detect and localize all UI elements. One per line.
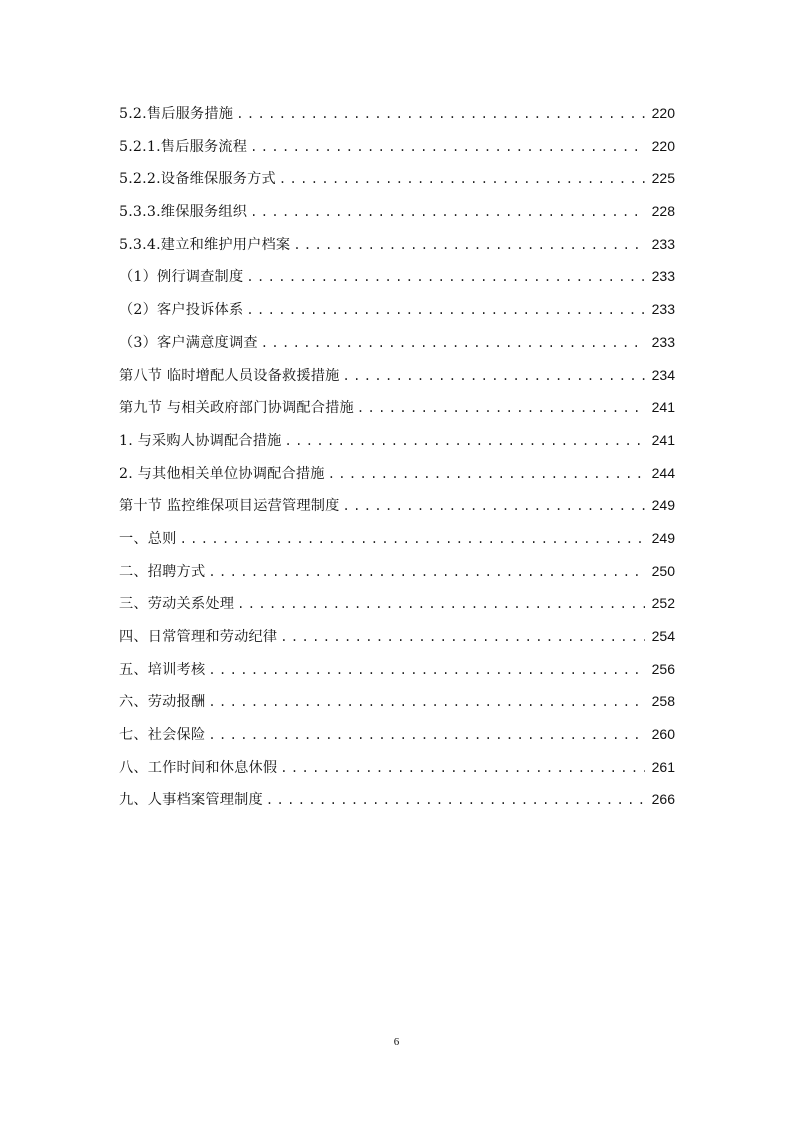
toc-entry[interactable] bbox=[119, 97, 675, 130]
page-number: 6 bbox=[393, 1036, 400, 1048]
toc-dot-leader bbox=[279, 163, 645, 196]
toc-entry[interactable] bbox=[119, 783, 675, 816]
toc-entry-page: 233 bbox=[651, 301, 675, 318]
toc-entry-title: 五、培训考核 bbox=[119, 661, 206, 678]
toc-entry[interactable] bbox=[119, 751, 675, 784]
toc-entry-title: 5.2.1.售后服务流程 bbox=[119, 138, 248, 155]
toc-dot-leader bbox=[208, 556, 645, 589]
toc-entry-title: 5.3.3.维保服务组织 bbox=[119, 204, 248, 221]
toc-entry[interactable] bbox=[119, 522, 675, 555]
toc-entry[interactable] bbox=[119, 130, 675, 163]
toc-entry-page: 256 bbox=[651, 660, 675, 677]
toc-entry-title: 第十节 监控维保项目运营管理制度 bbox=[119, 498, 340, 515]
toc-dot-leader bbox=[250, 196, 645, 229]
toc-entry[interactable] bbox=[119, 326, 675, 359]
toc-entry-page: 266 bbox=[651, 791, 675, 808]
toc-entry[interactable] bbox=[119, 685, 675, 718]
toc-entry-title: 一、总则 bbox=[119, 530, 177, 547]
toc-dot-leader bbox=[208, 719, 645, 752]
toc-entry[interactable] bbox=[119, 587, 675, 620]
toc-entry-title: 二、招聘方式 bbox=[119, 563, 206, 580]
toc-entry-page: 228 bbox=[651, 203, 675, 220]
toc-entry-page: 249 bbox=[651, 529, 675, 546]
toc-entry-title: 九、人事档案管理制度 bbox=[119, 792, 263, 809]
toc-entry[interactable] bbox=[119, 391, 675, 424]
toc-entry-page: 220 bbox=[651, 137, 675, 154]
toc-entry-page: 261 bbox=[651, 758, 675, 775]
toc-dot-leader bbox=[261, 327, 645, 360]
toc-dot-leader bbox=[280, 752, 645, 785]
toc-dot-leader bbox=[328, 458, 645, 491]
toc-entry[interactable] bbox=[119, 162, 675, 195]
toc-dot-leader bbox=[357, 392, 645, 425]
toc-entry-title: 第八节 临时增配人员设备救援措施 bbox=[119, 367, 340, 384]
toc-entry-title: （1）例行调查制度 bbox=[119, 269, 244, 286]
toc-entry-page: 225 bbox=[651, 170, 675, 187]
toc-dot-leader bbox=[280, 621, 645, 654]
toc-entry-page: 249 bbox=[651, 497, 675, 514]
toc-entry[interactable] bbox=[119, 260, 675, 293]
toc-dot-leader bbox=[208, 654, 645, 687]
toc-entry[interactable] bbox=[119, 718, 675, 751]
toc-entry[interactable] bbox=[119, 457, 675, 490]
toc-entry-title: 第九节 与相关政府部门协调配合措施 bbox=[119, 400, 354, 417]
toc-dot-leader bbox=[250, 131, 645, 164]
toc-entry-title: （3）客户满意度调查 bbox=[119, 334, 258, 351]
toc-dot-leader bbox=[293, 229, 645, 262]
toc-dot-leader bbox=[208, 686, 645, 719]
toc-entry-page: 244 bbox=[651, 464, 675, 481]
toc-entry-page: 241 bbox=[651, 431, 675, 448]
toc-entry[interactable] bbox=[119, 653, 675, 686]
toc-entry[interactable] bbox=[119, 424, 675, 457]
toc-entry-page: 260 bbox=[651, 726, 675, 743]
toc-entry-title: 5.2.售后服务措施 bbox=[119, 106, 234, 122]
toc-entry[interactable] bbox=[119, 359, 675, 392]
toc-entry-page: 250 bbox=[651, 562, 675, 579]
toc-entry-title: 八、工作时间和休息休假 bbox=[119, 759, 278, 776]
toc-dot-leader bbox=[246, 294, 645, 327]
toc-entry-title: （2）客户投诉体系 bbox=[119, 302, 244, 319]
toc-entry-page: 233 bbox=[651, 268, 675, 285]
toc-entry-title: 5.3.4.建立和维护用户档案 bbox=[119, 236, 291, 253]
toc-entry-title: 六、劳动报酬 bbox=[119, 694, 206, 711]
toc-dot-leader bbox=[246, 261, 645, 294]
toc-dot-leader bbox=[343, 490, 645, 523]
toc-dot-leader bbox=[180, 523, 645, 556]
toc-entry-page: 220 bbox=[651, 105, 675, 121]
toc-entry[interactable] bbox=[119, 195, 675, 228]
toc-entry-title: 2. 与其他相关单位协调配合措施 bbox=[119, 465, 325, 482]
toc-entry-page: 241 bbox=[651, 399, 675, 416]
toc-entry-page: 233 bbox=[651, 235, 675, 252]
toc-entry-page: 252 bbox=[651, 595, 675, 612]
toc-entry-title: 七、社会保险 bbox=[119, 727, 206, 744]
toc-entry[interactable] bbox=[119, 228, 675, 261]
toc-entry-title: 1. 与采购人协调配合措施 bbox=[119, 432, 282, 449]
toc-entry[interactable] bbox=[119, 620, 675, 653]
toc-entry-page: 234 bbox=[651, 366, 675, 383]
toc-dot-leader bbox=[266, 784, 645, 817]
toc-entry-page: 258 bbox=[651, 693, 675, 710]
toc-entry[interactable] bbox=[119, 489, 675, 522]
toc-dot-leader bbox=[343, 360, 645, 393]
toc-dot-leader bbox=[236, 98, 645, 131]
toc-dot-leader bbox=[237, 588, 645, 621]
toc-dot-leader bbox=[285, 425, 645, 458]
toc-entry[interactable] bbox=[119, 293, 675, 326]
table-of-contents bbox=[119, 97, 675, 816]
toc-entry[interactable] bbox=[119, 555, 675, 588]
toc-entry-title: 三、劳动关系处理 bbox=[119, 596, 235, 613]
toc-entry-title: 5.2.2.设备维保服务方式 bbox=[119, 171, 276, 188]
toc-entry-title: 四、日常管理和劳动纪律 bbox=[119, 629, 278, 645]
toc-entry-page: 254 bbox=[651, 628, 675, 644]
toc-entry-page: 233 bbox=[651, 333, 675, 350]
